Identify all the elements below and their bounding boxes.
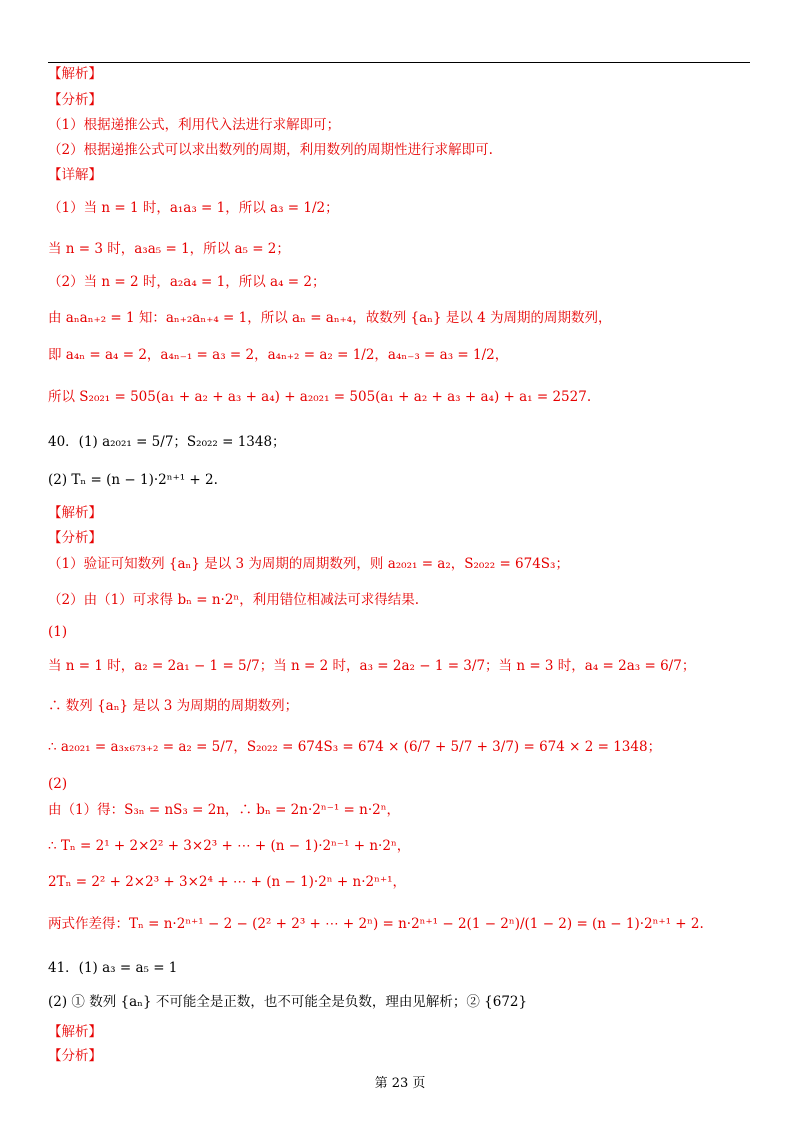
text-line: （2）根据递推公式可以求出数列的周期，利用数列的周期性进行求解即可. [48, 142, 493, 158]
text-line: 当 n = 3 时，a₃a₅ = 1，所以 a₅ = 2； [48, 241, 290, 257]
header-rule [48, 62, 750, 63]
text-line: ∴ a₂₀₂₁ = a₃ₓ₆₇₃₊₂ = a₂ = 5/7，S₂₀₂₂ = 674S₃ = 674 × (6/7 + 5/7 + 3/7) = 674 × 2 = 1348； [48, 739, 662, 755]
text-line: (1) [48, 624, 68, 640]
text-line: 41．(1) a₃ = a₅ = 1 [48, 960, 178, 976]
text-line: （2）由（1）可求得 bₙ = n·2ⁿ，利用错位相减法可求得结果. [48, 592, 420, 608]
text-line: 【分析】 [48, 92, 102, 108]
page-number: 第 23 页 [374, 1076, 426, 1091]
text-line: 【分析】 [48, 1048, 102, 1064]
text-line: 【分析】 [48, 530, 102, 546]
text-line: （1）验证可知数列 {aₙ} 是以 3 为周期的周期数列，则 a₂₀₂₁ = a₂，S₂₀₂₂ = 674S₃； [48, 556, 569, 572]
text-line: 【解析】 [48, 505, 102, 521]
text-line: (2) [48, 776, 68, 792]
text-line: 由 aₙaₙ₊₂ = 1 知：aₙ₊₂aₙ₊₄ = 1，所以 aₙ = aₙ₊₄，故数列 {aₙ} 是以 4 为周期的周期数列， [48, 310, 612, 326]
text-line: （2）当 n = 2 时，a₂a₄ = 1，所以 a₄ = 2； [48, 274, 326, 290]
text-line: 所以 S₂₀₂₁ = 505(a₁ + a₂ + a₃ + a₄) + a₂₀₂₁ = 505(a₁ + a₂ + a₃ + a₄) + a₁ = 2527. [48, 389, 592, 405]
text-line: ∴ Tₙ = 2¹ + 2×2² + 3×2³ + ⋯ + (n − 1)·2ⁿ⁻¹ + n·2ⁿ， [48, 838, 411, 854]
text-line: 由（1）得：S₃ₙ = nS₃ = 2n，∴ bₙ = 2n·2ⁿ⁻¹ = n·2ⁿ， [48, 802, 401, 818]
text-line: 2Tₙ = 2² + 2×2³ + 3×2⁴ + ⋯ + (n − 1)·2ⁿ + n·2ⁿ⁺¹， [48, 874, 406, 890]
text-line: 即 a₄ₙ = a₄ = 2，a₄ₙ₋₁ = a₃ = 2，a₄ₙ₊₂ = a₂ = 1/2，a₄ₙ₋₃ = a₃ = 1/2， [48, 347, 509, 363]
text-line: 【解析】 [48, 1024, 102, 1040]
text-line: (2) ① 数列 {aₙ} 不可能全是正数，也不可能全是负数，理由见解析；② {672} [48, 994, 528, 1010]
text-line: 【解析】 [48, 66, 102, 82]
text-line: 当 n = 1 时，a₂ = 2a₁ − 1 = 5/7；当 n = 2 时，a₃ = 2a₂ − 1 = 3/7；当 n = 3 时，a₄ = 2a₃ = 6/7； [48, 658, 696, 674]
text-line: 两式作差得：Tₙ = n·2ⁿ⁺¹ − 2 − (2² + 2³ + ⋯ + 2ⁿ) = n·2ⁿ⁺¹ − 2(1 − 2ⁿ)/(1 − 2) = (n − 1)·2ⁿ⁺¹ + 2. [48, 916, 704, 932]
text-line: （1）根据递推公式，利用代入法进行求解即可； [48, 117, 341, 133]
text-line: 40．(1) a₂₀₂₁ = 5/7；S₂₀₂₂ = 1348； [48, 434, 286, 450]
text-line: （1）当 n = 1 时，a₁a₃ = 1，所以 a₃ = 1/2； [48, 200, 339, 216]
text-line: (2) Tₙ = (n − 1)·2ⁿ⁺¹ + 2. [48, 472, 218, 488]
text-line: 【详解】 [48, 167, 102, 183]
text-line: ∴ 数列 {aₙ} 是以 3 为周期的周期数列； [48, 698, 299, 714]
